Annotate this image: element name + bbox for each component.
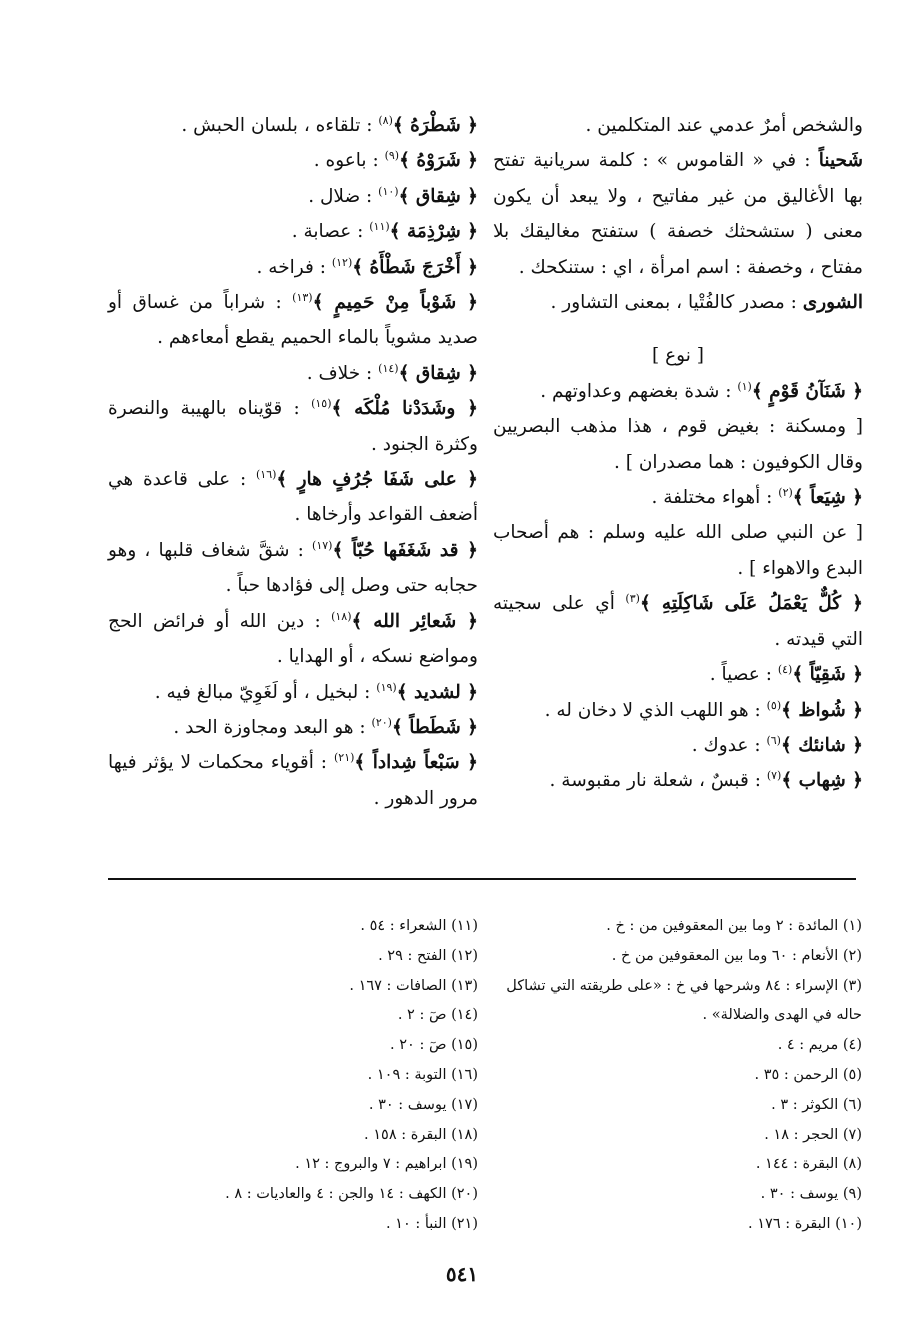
entry-text: : على قاعدة هي أضعف القواعد وأرخاها . xyxy=(108,469,478,526)
footnote-ref: (٢٠) xyxy=(371,715,392,729)
footnote-ref: (١٤) xyxy=(378,361,399,375)
footnote: (٤) مريم : ٤ . xyxy=(777,1037,862,1054)
footnotes-left xyxy=(108,912,478,1240)
footnote-ref: (١٧) xyxy=(312,538,333,552)
footnote-ref: (٢١) xyxy=(333,751,355,765)
page-number: ٥٤١ xyxy=(445,1262,479,1286)
footnote-ref: (١٦) xyxy=(256,467,277,481)
entry-headword: شَنَآنُ قَوْمٍ xyxy=(769,380,846,402)
footnote-ref: (٩) xyxy=(384,149,400,163)
entry-text: : فراخه . xyxy=(256,256,332,278)
entry: ﴿ شِهاب ﴾$^{(٧)}$ : قبسٌ ، شعلة نار مقبوسة . xyxy=(549,769,863,792)
footnote-ref: (١١) xyxy=(369,220,390,234)
entry-text: : شدة بغضهم وعداوتهم . xyxy=(540,380,738,402)
footnotes-right xyxy=(492,912,862,1240)
footnote: (١١) الشعراء : ٥٤ . xyxy=(360,918,478,934)
entry-headword: شِرْذِمَة xyxy=(406,221,461,243)
entry: ﴿ شانئك ﴾$^{(٦)}$ : عدوك . xyxy=(691,733,863,756)
footnote: (٦) الكوثر : ٣ . xyxy=(771,1096,862,1113)
entry-text: : لبخيل ، أو لَغَوِيّ مبالغ فيه . xyxy=(154,681,377,703)
entry: ﴿ سَبْعاً شِداداً ﴾$^{(٢١)}$ : أقوياء محكمات لا يؤثر فيها مرور الدهور . xyxy=(108,751,479,809)
footnote-ref: (٧) xyxy=(766,769,782,783)
entry: ﴿ أَخْرَجَ شَطْأَهُ ﴾$^{(١٢)}$ : فراخه . xyxy=(256,255,478,278)
entry-text: : أهواء مختلفة . xyxy=(651,487,779,509)
footnote-ref: (١٠) xyxy=(378,184,399,198)
footnote-ref: (١٩) xyxy=(376,680,397,694)
entry-text: : ضلال . xyxy=(308,185,379,207)
entry-headword: شِيَعاً xyxy=(810,487,846,509)
entry-headword: شِهاب xyxy=(798,770,846,792)
footnote-ref: (٣) xyxy=(625,592,640,606)
footnote: (٣) الإسراء : ٨٤ وشرحها في خ : «على طريقته التي تشاكل حاله في الهدى والضلالة» . xyxy=(506,977,862,1024)
entry-addition: [ عن النبي صلى الله عليه وسلم : هم أصحاب البدع والاهواء ] . xyxy=(493,522,863,579)
entry xyxy=(493,143,863,285)
footnote: (١) المائدة : ٢ وما بين المعقوفين من : خ . xyxy=(606,918,862,934)
entry-headword: الشورى xyxy=(802,292,863,314)
footnote-ref: (١) xyxy=(737,379,752,393)
entry-headword: قد شَغَفَها حُبّاً xyxy=(351,539,459,561)
entry-headword: شَوْباً مِنْ حَمِيمٍ xyxy=(334,292,457,314)
entry: ﴿ على شَفَا جُرُفٍ هارٍ ﴾$^{(١٦)}$ : على قاعدة هي أضعف القواعد وأرخاها . xyxy=(108,467,478,526)
entry-text: : شراباً من غساق أو صديد مشوياً بالماء الحميم يقطع أمعاءهم . xyxy=(108,292,478,349)
left-column xyxy=(108,108,478,816)
footnote: (٢١) النبأ : ١٠ . xyxy=(385,1215,478,1232)
text-paragraph: والشخص أمرٌ عدمي عند المتكلمين . xyxy=(585,115,863,136)
footnote: (٨) البقرة : ١٤٤ . xyxy=(755,1156,862,1173)
entry-headword: شَحيناً xyxy=(818,150,863,172)
entry-addition: [ ومسكنة : بغيض قوم ، هذا مذهب البصريين وقال الكوفيون : هما مصدران ] . xyxy=(493,416,863,473)
entry-text: : خلاف . xyxy=(306,362,379,384)
entry-text: : قوّيناه بالهيبة والنصرة وكثرة الجنود . xyxy=(108,398,478,455)
entry: ﴿ شَنَآنُ قَوْمٍ ﴾$^{(١)}$ : شدة بغضهم وعداوتهم . xyxy=(540,379,863,402)
entry: ﴿ كُلٌّ يَعْمَلُ عَلَى شَاكِلَتِهِ ﴾$^{(٣)}$ أي على سجيته التي قيدته . xyxy=(493,592,863,650)
footnote: (٧) الحجر : ١٨ . xyxy=(764,1126,862,1143)
entry-headword: وشَدَدْنا مُلْكَه xyxy=(354,398,456,420)
footnote: (١٤) صٓ : ٢ . xyxy=(397,1007,478,1024)
entry-text: : هو اللهب الذي لا دخان له . xyxy=(544,699,767,721)
entry-headword: شِقاق xyxy=(415,362,461,384)
entry-text: : أقوياء محكمات لا يؤثر فيها مرور الدهور . xyxy=(108,752,478,809)
footnote: (٢) الأنعام : ٦٠ وما بين المعقوفين من خ . xyxy=(611,947,862,964)
entry-headword: شِقاق xyxy=(415,185,461,207)
entry-headword: شَرَوْهُ xyxy=(416,150,461,172)
footnote-ref: (٦) xyxy=(766,733,781,747)
footnote-ref: (١٢) xyxy=(331,255,353,269)
entry-headword: شَطْرَهُ xyxy=(410,115,461,136)
entry: ﴿ شُواظ ﴾$^{(٥)}$ : هو اللهب الذي لا دخان له . xyxy=(544,698,863,721)
entry-headword: شَعائِر الله xyxy=(373,610,457,632)
entry-text: : عدوك . xyxy=(691,734,767,756)
entry: ﴿ شَطَطاً ﴾$^{(٢٠)}$ : هو البعد ومجاوزة الحد . xyxy=(173,715,478,738)
entry-text: : هو البعد ومجاوزة الحد . xyxy=(173,716,372,738)
entry-headword: سَبْعاً شِداداً xyxy=(372,752,460,774)
footnote: (١٩) ابراهيم : ٧ والبروج : ١٢ . xyxy=(295,1156,478,1173)
footnote: (١٣) الصافات : ١٦٧ . xyxy=(349,977,478,994)
footnote: (١٧) يوسف : ٣٠ . xyxy=(368,1096,478,1113)
entry xyxy=(493,285,863,320)
entry-text: : في « القاموس » : كلمة سريانية تفتح بها الأغاليق من غير مفاتيح ، ولا يبعد أن يكون معنى ( ستشحثك خصفة ) ستفتح مغاليقك بلا مفتاح ، وخصفة : اسم امرأة ، اي : ستنكحك . xyxy=(493,150,863,278)
footnote-divider xyxy=(108,878,856,880)
right-column xyxy=(493,108,863,799)
entry-text: أي على سجيته التي قيدته . xyxy=(493,593,863,650)
footnote: (١٠) البقرة : ١٧٦ . xyxy=(748,1215,862,1232)
entry-headword: لشديد xyxy=(414,681,461,703)
entry-headword: شَقِيّاً xyxy=(809,664,846,686)
entry-headword: شُواظ xyxy=(798,699,846,721)
entry-text: : شقَّ شغاف قلبها ، وهو حجابه حتى وصل إلى فؤادها حباً . xyxy=(108,539,478,597)
entry: ﴿ شِقاق ﴾$^{(١٠)}$ : ضلال . xyxy=(308,184,478,207)
entry-text: : قبسٌ ، شعلة نار مقبوسة . xyxy=(549,770,767,792)
entry-text: : عصابة . xyxy=(291,221,370,243)
entry: ﴿ شَعائِر الله ﴾$^{(١٨)}$ : دين الله أو فرائض الحج ومواضع نسكه ، أو الهدايا . xyxy=(108,609,479,668)
entry: ﴿ شِقاق ﴾$^{(١٤)}$ : خلاف . xyxy=(306,361,478,384)
footnote-ref: (١٥) xyxy=(311,397,332,411)
footnote: (١٦) التوبة : ١٠٩ . xyxy=(367,1066,478,1083)
entry-text: : باعوه . xyxy=(313,150,385,172)
entry-headword: شَطَطاً xyxy=(409,716,461,738)
entry-text: : عصياً . xyxy=(709,664,778,686)
entry-headword: كُلٌّ يَعْمَلُ عَلَى شَاكِلَتِهِ xyxy=(661,593,842,615)
footnote: (٢٠) الكهف : ١٤ والجن : ٤ والعاديات : ٨ . xyxy=(225,1186,478,1203)
footnote: (٥) الرحمن : ٣٥ . xyxy=(754,1066,862,1083)
entry-text: : مصدر كالفُتْيا ، بمعنى التشاور . xyxy=(550,292,803,314)
footnote: (١٥) صٓ : ٢٠ . xyxy=(390,1037,478,1054)
footnote-ref: (٢) xyxy=(778,485,793,499)
entry: ﴿ شِرْذِمَة ﴾$^{(١١)}$ : عصابة . xyxy=(291,220,478,243)
entry: ﴿ شَرَوْهُ ﴾$^{(٩)}$ : باعوه . xyxy=(313,149,478,172)
entry: ﴿ لشديد ﴾$^{(١٩)}$ : لبخيل ، أو لَغَوِيّ مبالغ فيه . xyxy=(154,680,478,703)
entry-text: : تلقاءه ، بلسان الحبش . xyxy=(181,115,379,136)
footnote: (١٢) الفتح : ٢٩ . xyxy=(378,947,478,964)
entry: ﴿ شَطْرَهُ ﴾$^{(٨)}$ : تلقاءه ، بلسان الحبش . xyxy=(181,113,478,136)
footnote: (٩) يوسف : ٣٠ . xyxy=(760,1186,862,1203)
entry: ﴿ شَقِيّاً ﴾$^{(٤)}$ : عصياً . xyxy=(709,662,863,686)
entry: ﴿ شِيَعاً ﴾$^{(٢)}$ : أهواء مختلفة . xyxy=(651,485,863,509)
footnote-ref: (٤) xyxy=(777,662,793,676)
entry: ﴿ وشَدَدْنا مُلْكَه ﴾$^{(١٥)}$ : قوّيناه بالهيبة والنصرة وكثرة الجنود . xyxy=(108,397,478,455)
footnote-ref: (١٣) xyxy=(292,290,313,304)
entry: ﴿ قد شَغَفَها حُبّاً ﴾$^{(١٧)}$ : شقَّ شغاف قلبها ، وهو حجابه حتى وصل إلى فؤادها حباً . xyxy=(108,538,478,597)
entry-headword: على شَفَا جُرُفٍ هارٍ xyxy=(297,469,457,491)
entry-text: : دين الله أو فرائض الحج ومواضع نسكه ، أو الهدايا . xyxy=(108,610,478,668)
footnote: (١٨) البقرة : ١٥٨ . xyxy=(364,1126,478,1143)
entry-headword: شانئك xyxy=(798,734,846,756)
section-heading: [ نوع ] xyxy=(652,345,704,367)
entry: ﴿ شَوْباً مِنْ حَمِيمٍ ﴾$^{(١٣)}$ : شراباً من غساق أو صديد مشوياً بالماء الحميم يقطع أمعاءهم . xyxy=(108,290,479,349)
footnote-ref: (٨) xyxy=(378,113,393,127)
entry-headword: أَخْرَجَ شَطْأَهُ xyxy=(369,256,461,278)
footnote-ref: (١٨) xyxy=(331,609,352,623)
footnote-ref: (٥) xyxy=(766,698,782,712)
